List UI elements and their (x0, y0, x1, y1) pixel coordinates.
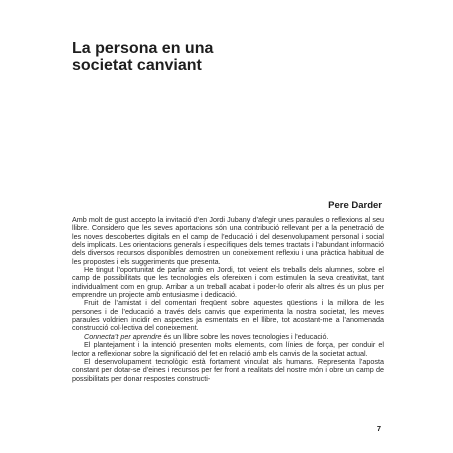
paragraph-3: Fruit de l’amistat i del comentari freqüent sobre aquestes qüestions i la millora de les persones i de l’educació a través dels canvis que experimenta la nostra societat, les meves paraules voldrien incidir en aspectes ja esmentats en el llibre, tot acostant-me a l’anomenada construcció col·lectiva del coneixement. (72, 298, 384, 333)
page-number: 7 (376, 424, 381, 433)
paragraph-5: El plantejament i la intenció presenten molts elements, com línies de força, per conduir el lector a reflexionar sobre la significació del fet en relació amb els canvis de la societat actual. (72, 340, 384, 358)
paragraph-6: El desenvolupament tecnològic està fortament vinculat als humans. Representa l’aposta constant per dotar-se d’eines i recursos per fer front a realitats del nostre món i obre un camp de possibilitats per donar respostes constructi- (72, 356, 384, 383)
body-text (72, 216, 384, 383)
book-title: Connecta’t per aprendre (84, 331, 162, 341)
author-name: Pere Darder (328, 200, 382, 211)
chapter-title (72, 40, 372, 74)
paragraph-2: He tingut l’oportunitat de parlar amb en Jordi, tot veient els treballs dels alumnes, sobre el camp de possibilitats que les tecnologies els ofereixen i com estimulen la seva creativitat, tant individualment com en grup. Arribar a un treball acabat i poder-lo oferir als altres és un plus per emprendre un projecte amb entusiasme i dedicació. (72, 265, 384, 300)
paragraph-4-text: és un llibre sobre les noves tecnologies i l’educació. (161, 331, 329, 341)
paragraph-1: Amb molt de gust accepto la invitació d’en Jordi Jubany d’afegir unes paraules o reflexions al seu llibre. Considero que les seves aportacions són una contribució rellevant per a la penetració de les noves descobertes digitals en el camp de l’educació i del desenvolupament personal i social dels implicats. Les orientacions generals i específiques dels temes tractats i l’abundant informació dels diversos recursos disponibles demostren un coneixement reflexiu i una pràctica habitual de les propostes i els suggeriments que presenta. (72, 215, 384, 266)
chapter-title-line-1: La persona en una (72, 40, 214, 57)
chapter-title-line-2: societat canviant (72, 57, 202, 74)
